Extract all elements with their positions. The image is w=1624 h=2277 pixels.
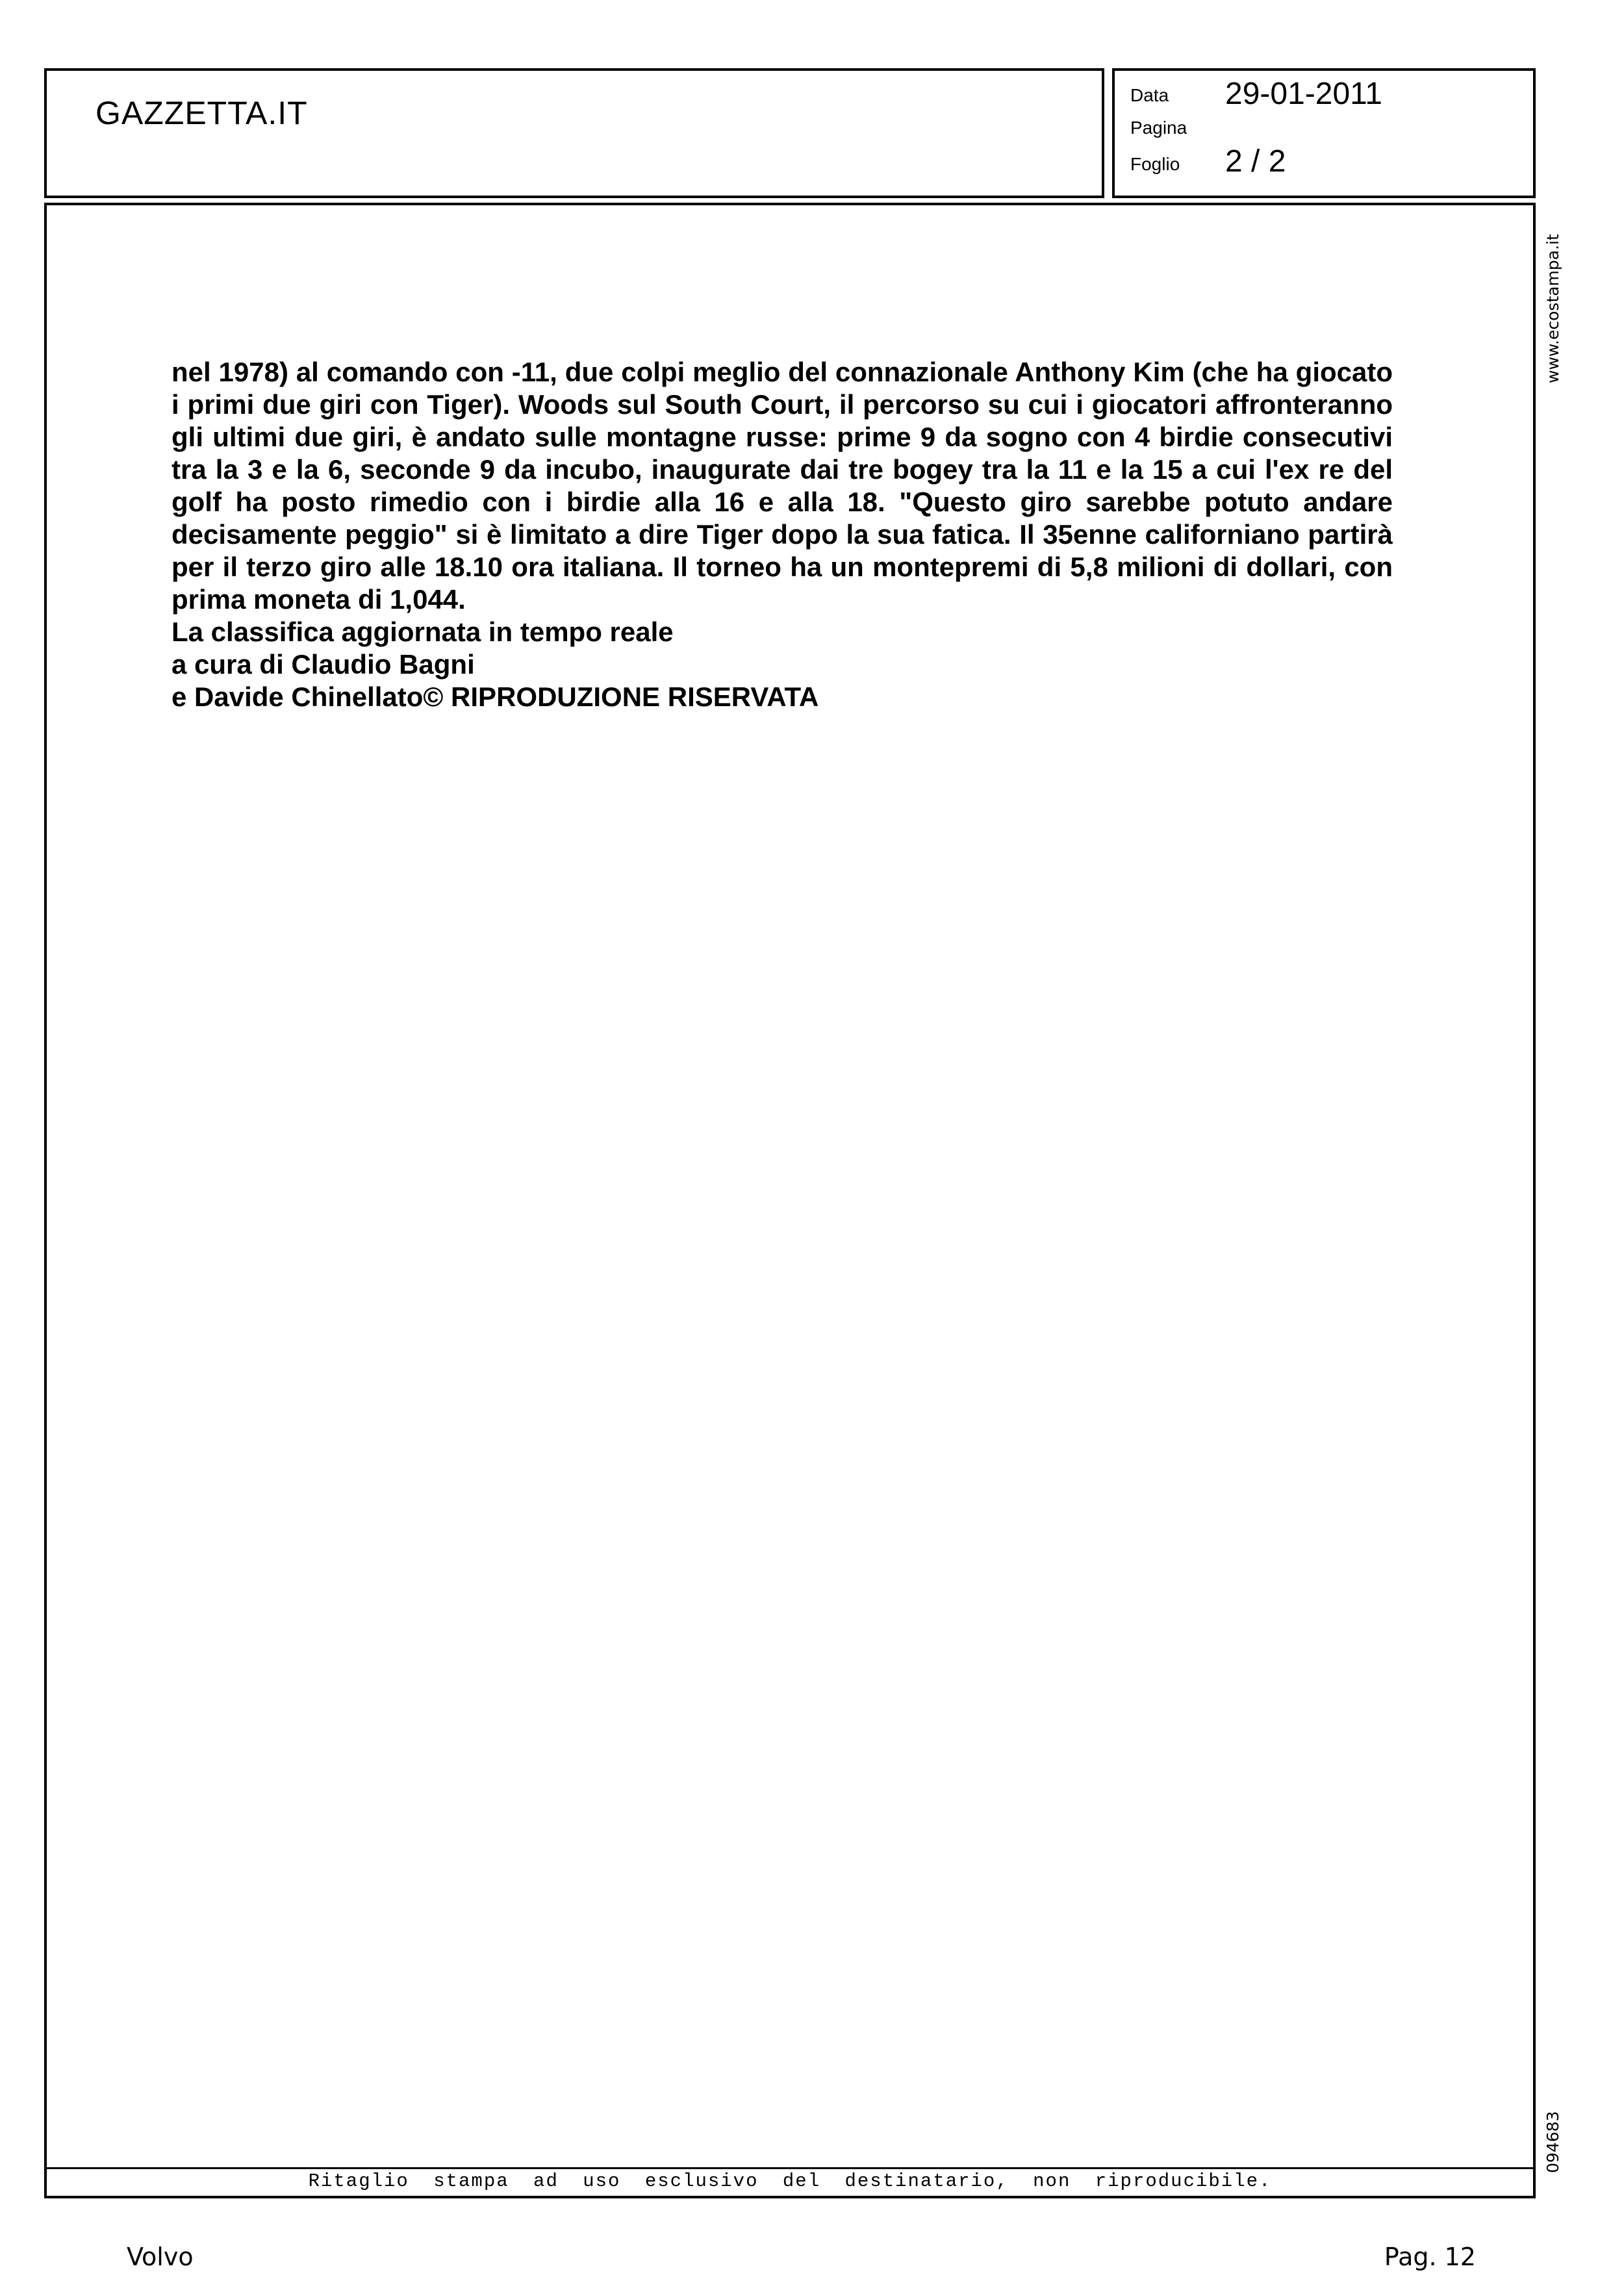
pagina-label: Pagina bbox=[1130, 118, 1187, 138]
clip-notice-bar bbox=[47, 2167, 1533, 2196]
footer-page-number: Pag. 12 bbox=[1384, 2243, 1476, 2271]
foglio-label: Foglio bbox=[1130, 154, 1180, 174]
article-body bbox=[171, 356, 1393, 713]
article-line-classifica: La classifica aggiornata in tempo reale bbox=[171, 617, 674, 647]
site-url: www.ecostampa.it bbox=[1543, 234, 1562, 383]
data-value: 29-01-2011 bbox=[1225, 77, 1382, 111]
article-line-copyright: e Davide Chinellato© RIPRODUZIONE RISERVATA bbox=[171, 681, 819, 712]
header-source-box bbox=[44, 68, 1104, 198]
article-frame bbox=[44, 203, 1536, 2198]
article-paragraph: nel 1978) al comando con -11, due colpi meglio del connazionale Anthony Kim (che ha giocato i primi due giri con Tiger). Woods sul South Court, il percorso su cui i giocatori affronteranno gli ultimi due giri, è andato sulle montagne russe: prime 9 da sogno con 4 birdie consecutivi tra la 3 e la 6, seconde 9 da incubo, inaugurate dai tre bogey tra la 11 e la 15 a cui l'ex re del golf ha posto rimedio con i birdie alla 16 e alla 18. "Questo giro sarebbe potuto andare decisamente peggio" si è limitato a dire Tiger dopo la sua fatica. Il 35enne californiano partirà per il terzo giro alle 18.10 ora italiana. Il torneo ha un montepremi di 5,8 milioni di dollari, con prima moneta di 1,044. bbox=[171, 357, 1393, 615]
source-name: GAZZETTA.IT bbox=[95, 95, 308, 131]
data-label: Data bbox=[1130, 85, 1169, 105]
footer-client: Volvo bbox=[127, 2243, 194, 2271]
foglio-value: 2 / 2 bbox=[1225, 144, 1286, 179]
clip-notice: Ritaglio stampa ad uso esclusivo del destinatario, non riproducibile. bbox=[308, 2170, 1272, 2192]
clip-code: 094683 bbox=[1543, 2111, 1562, 2173]
article-line-cura: a cura di Claudio Bagni bbox=[171, 649, 475, 680]
header-meta-box bbox=[1112, 68, 1536, 198]
